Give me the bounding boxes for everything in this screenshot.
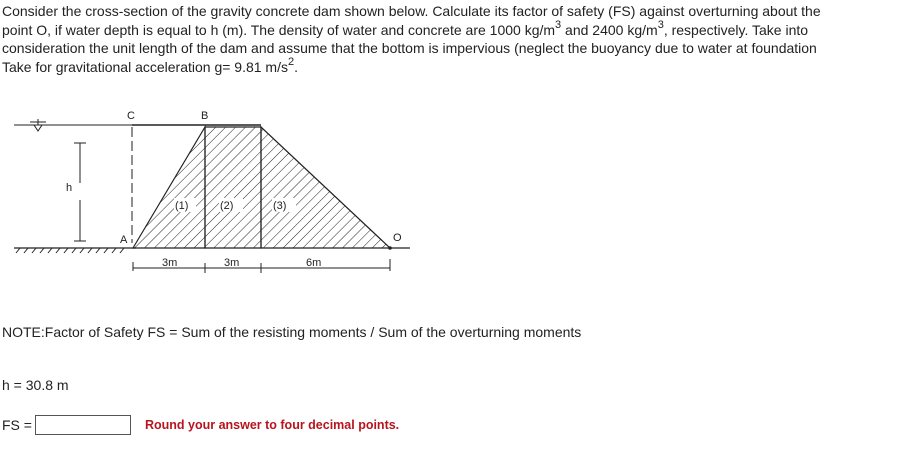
problem-line-1: Consider the cross-section of the gravity concrete dam shown below. Calculate its factor of safety (FS) against overturning about the bbox=[2, 3, 821, 19]
fs-label: FS = bbox=[2, 417, 32, 433]
dam-section-3 bbox=[261, 127, 390, 248]
water-depth-dimension bbox=[74, 143, 86, 241]
dam-section-1 bbox=[133, 127, 205, 248]
point-c-label: C bbox=[127, 110, 135, 122]
problem-line-4 bbox=[2, 55, 918, 77]
rounding-hint: Round your answer to four decimal points. bbox=[144, 418, 400, 432]
section-1-label: (1) bbox=[175, 200, 189, 212]
dimension-6m: 6m bbox=[306, 257, 322, 269]
problem-line-2-end: , respectively. Take into bbox=[663, 21, 809, 38]
problem-line-3: consideration the unit length of the dam and assume that the bottom is impervious (neglect the buoyancy due to water at foundation bbox=[2, 40, 817, 56]
dam-diagram bbox=[0, 105, 430, 285]
section-2-label: (2) bbox=[220, 200, 234, 212]
fs-answer-input[interactable] bbox=[35, 415, 131, 435]
problem-line-4-start: Take for gravitational acceleration g= 9.81 m/s bbox=[2, 58, 288, 75]
point-o-label: O bbox=[393, 232, 402, 244]
given-water-depth: h = 30.8 m bbox=[2, 377, 69, 393]
note-text: NOTE:Factor of Safety FS = Sum of the resisting moments / Sum of the overturning moments bbox=[2, 324, 582, 340]
exponent-3: 3 bbox=[657, 18, 664, 31]
water-depth-label: h bbox=[66, 182, 73, 194]
answer-row bbox=[2, 415, 399, 435]
ground-line bbox=[14, 248, 410, 253]
problem-line-2-start: point O, if water depth is equal to h (m). The density of water and concrete are 1000 kg/m bbox=[2, 21, 556, 38]
section-3-label: (3) bbox=[273, 200, 287, 212]
exponent-3: 3 bbox=[555, 18, 562, 31]
dimension-3m-second: 3m bbox=[224, 257, 240, 269]
dimension-3m-first: 3m bbox=[162, 257, 178, 269]
problem-statement bbox=[2, 2, 918, 76]
problem-line-2 bbox=[2, 18, 918, 40]
exponent-2: 2 bbox=[288, 55, 295, 68]
problem-line-4-end: . bbox=[294, 58, 299, 75]
point-o-marker bbox=[388, 246, 392, 250]
dam-section-2 bbox=[205, 127, 261, 248]
point-b-label: B bbox=[201, 110, 209, 122]
problem-line-2-middle: and 2400 kg/m bbox=[561, 21, 658, 38]
point-a-label: A bbox=[120, 234, 128, 246]
